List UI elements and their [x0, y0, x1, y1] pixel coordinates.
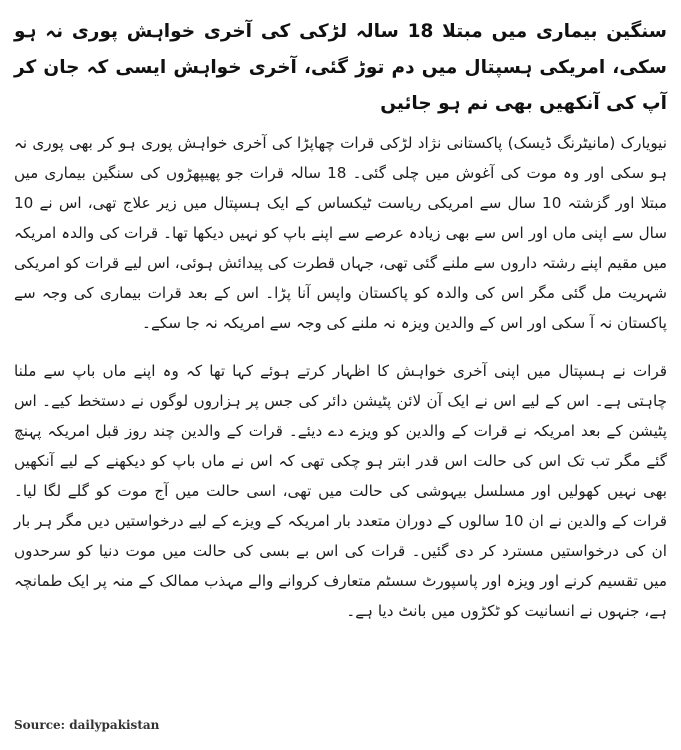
- source-credit: Source: dailypakistan: [14, 718, 160, 732]
- article-paragraph-2: قرات نے ہسپتال میں اپنی آخری خواہش کا اظہار کرتے ہوئے کہا تھا کہ وہ اپنے ماں باپ سے ملنا چاہتی ہے۔ اس کے لیے اس نے ایک آن لائن پٹیشن دائر کی جس پر ہزاروں لوگوں نے دستخط کیے۔ اس پٹیشن کے بعد امریکہ نے قرات کے والدین کو ویزے دے دیئے۔ قرات کے والدین چند روز قبل امریکہ پہنچ گئے مگر تب تک اس کی حالت اس قدر ابتر ہو چکی تھی کہ اس نے ماں باپ کو دیکھنے کے لیے آنکھیں بھی نہیں کھولیں اور مسلسل بیہوشی کی حالت میں تھی، اسی حالت میں آج موت کو گلے لگا لیا۔ قرات کے والدین نے ان 10 سالوں کے دوران متعدد بار امریکہ کے ویزے کے لیے درخواستیں دیں مگر ہر بار ان کی درخواستیں مسترد کر دی گئیں۔ قرات کی اس بے بسی کی حالت میں موت دنیا کو سرحدوں میں تقسیم کرنے اور ویزہ اور پاسپورٹ سسٹم متعارف کروانے والے مہذب ممالک کے منہ پر ایک طمانچہ ہے، جنہوں نے انسانیت کو ٹکڑوں میں بانٹ دیا ہے۔: [14, 362, 667, 620]
- article: [14, 6, 667, 746]
- article-paragraph-1: نیویارک (مانیٹرنگ ڈیسک) پاکستانی نژاد لڑکی قرات چھاپڑا کی آخری خواہش پوری ہو کر بھی پوری نہ ہو سکی اور وہ موت کی آغوش میں چلی گئی۔ 18 سالہ قرات جو پھیپھڑوں کی سنگین بیماری میں مبتلا اور گزشتہ 10 سال سے امریکی ریاست ٹیکساس کے ایک ہسپتال میں زیر علاج تھی، اس نے 10 سال سے اپنی ماں اور اس سے بھی زیادہ عرصے سے اپنے باپ کو نہیں دیکھا تھا۔ قرات کی والدہ امریکہ میں مقیم اپنے رشتہ داروں سے ملنے گئی تھی، جہاں قطرت کی پیدائش ہوئی، اس لیے قرات کو امریکی شہریت مل گئی مگر اس کی والدہ کو پاکستان واپس آنا پڑا۔ اس کے بعد قرات بیماری کی وجہ سے پاکستان نہ آ سکی اور اس کے والدین ویزہ نہ ملنے کی وجہ سے امریکہ نہ جا سکے۔: [14, 134, 667, 332]
- article-headline: سنگین بیماری میں مبتلا 18 سالہ لڑکی کی آخری خواہش پوری نہ ہو سکی، امریکی ہسپتال میں دم توڑ گئی، آخری خواہش ایسی کہ جان کر آپ کی آنکھیں بھی نم ہو جائیں: [14, 21, 667, 114]
